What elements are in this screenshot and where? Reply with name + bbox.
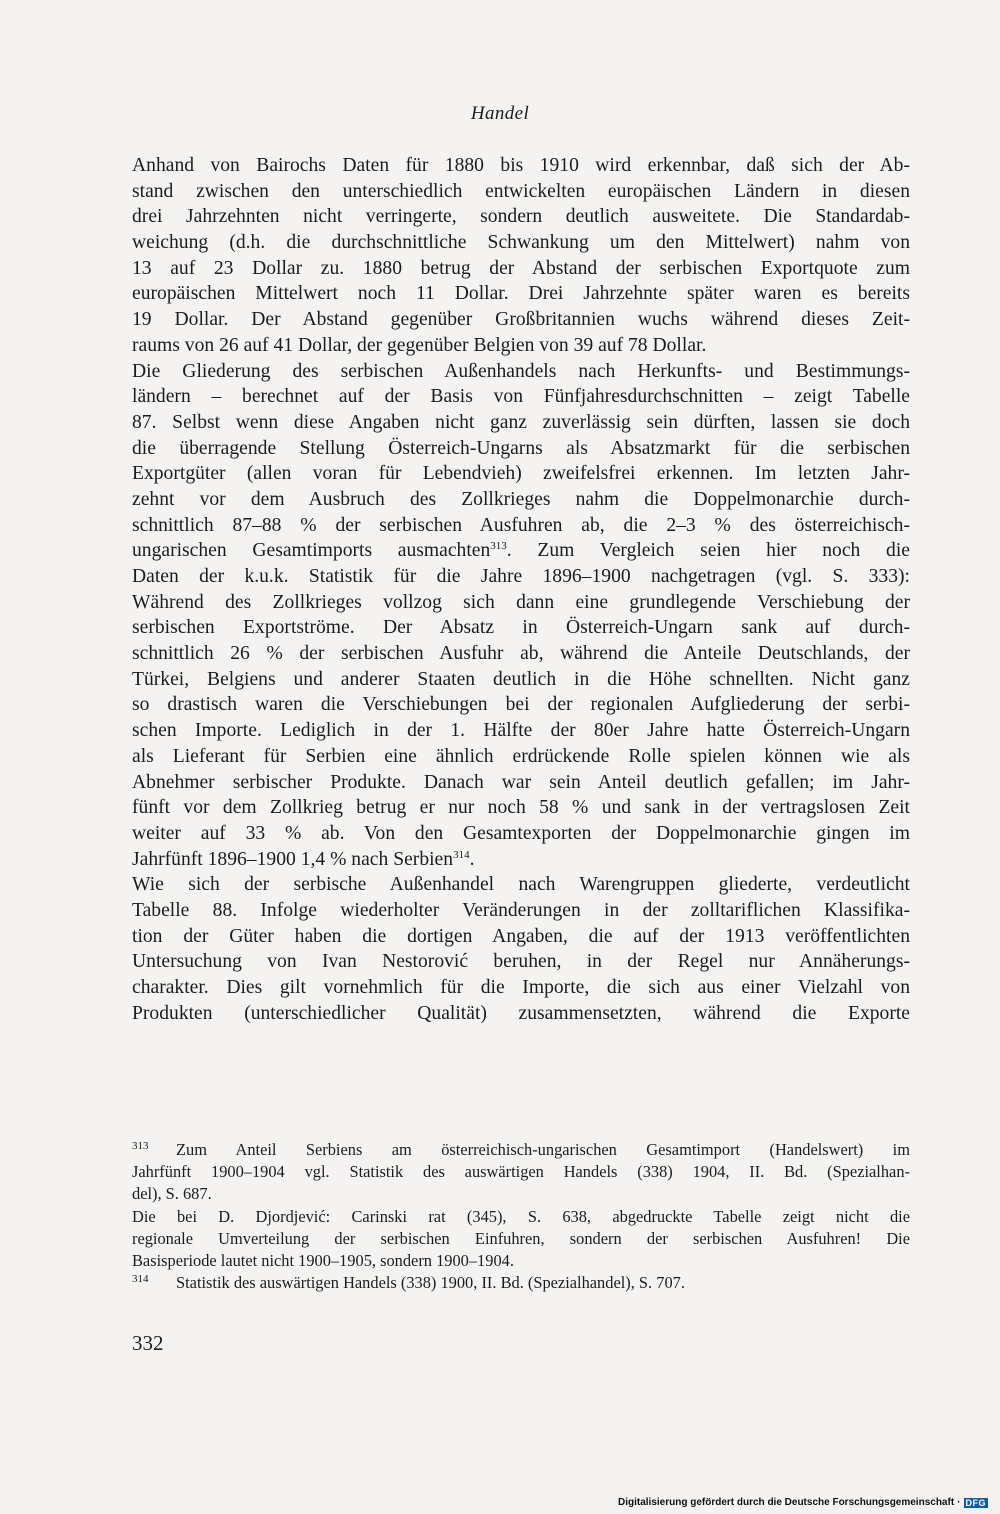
body-line: Wie sich der serbische Außenhandel nach Warengruppen gliederte, verdeutlicht (132, 874, 910, 896)
body-text (132, 153, 910, 1026)
body-line-text: . Zum Vergleich seien hier noch die (506, 540, 910, 562)
body-line: stand zwischen den unterschiedlich entwickelten europäischen Ländern in diesen (132, 180, 910, 202)
body-line: Abnehmer serbischer Produkte. Danach war sein Anteil deutlich gefallen; im Jahr- (132, 771, 910, 793)
body-line: 87. Selbst wenn diese Angaben nicht ganz zuverlässig sein dürften, lassen sie doch (132, 411, 910, 433)
footnote-314: 314 Statistik des auswärtigen Handels (338) 1900, II. Bd. (Spezialhandel), S. 707. (132, 1273, 685, 1293)
body-line: Türkei, Belgiens und anderer Staaten deutlich in die Höhe schnellten. Nicht ganz (132, 668, 910, 690)
body-line: schen Importe. Lediglich in der 1. Hälfte der 80er Jahre hatte Österreich-Ungarn (132, 720, 910, 742)
digitization-credit: Digitalisierung gefördert durch die Deutsche Forschungsgemeinschaft · DFG (617, 1497, 986, 1508)
body-line: serbischen Exportströme. Der Absatz in Österreich-Ungarn sank auf durch- (132, 617, 910, 639)
body-line: schnittlich 26 % der serbischen Ausfuhr ab, während die Anteile Deutschlands, der (132, 643, 910, 665)
body-line: weichung (d.h. die durchschnittliche Schwankung um den Mittelwert) nahm von (132, 232, 910, 254)
running-title: Handel (470, 103, 530, 124)
body-line: Während des Zollkrieges vollzog sich dann eine grundlegende Verschiebung der (132, 591, 910, 613)
body-line: charakter. Dies gilt vornehmlich für die Importe, die sich aus einer Vielzahl von (132, 977, 910, 998)
body-line: Daten der k.u.k. Statistik für die Jahre 1896–1900 nachgetragen (vgl. S. 333): (132, 566, 910, 587)
body-line-text: Jahrfünft 1896–1900 1,4 % nach Serbien (132, 848, 454, 870)
body-line: Untersuchung von Ivan Nestorović beruhen, in der Regel nur Annäherungs- (132, 951, 910, 973)
footnote-line: del), S. 687. (132, 1184, 212, 1204)
body-line-with-footnote: Jahrfünft 1896–1900 1,4 % nach Serbien$^{314}$. (132, 848, 475, 870)
body-line: europäischen Mittelwert noch 11 Dollar. Drei Jahrzehnte später waren es bereits (132, 283, 910, 305)
body-line: die überragende Stellung Österreich-Ungarns als Absatzmarkt für die serbischen (132, 437, 910, 459)
body-line: als Lieferant für Serbien eine ähnlich erdrückende Rolle spielen können wie als (132, 745, 910, 767)
footnote-text: Zum Anteil Serbiens am österreichisch-ungarischen Gesamtimport (Handelswert) im (176, 1140, 910, 1159)
body-line: drei Jahrzehnten nicht verringerte, sondern deutlich ausweitete. Die Standardab- (132, 206, 910, 228)
body-line: zehnt vor dem Ausbruch des Zollkrieges nahm die Doppelmonarchie durch- (132, 488, 910, 510)
footnote-line: Jahrfünft 1900–1904 vgl. Statistik des auswärtigen Handels (338) 1904, II. Bd. (Spezialhan- (132, 1162, 910, 1182)
dfg-logo: DFG (965, 1497, 986, 1508)
footnote-line: Die bei D. Djordjević: Carinski rat (345), S. 638, abgedruckte Tabelle zeigt nicht die (132, 1206, 910, 1226)
body-line: Tabelle 88. Infolge wiederholter Veränderungen in der zolltariflichen Klassifika- (132, 899, 910, 921)
page-number: 332 (132, 1331, 164, 1355)
body-line: Die Gliederung des serbischen Außenhandels nach Herkunfts- und Bestimmungs- (132, 360, 910, 382)
footnote-line: regionale Umverteilung der serbischen Einfuhren, sondern der serbischen Ausfuhren! Die (132, 1228, 910, 1248)
body-line: schnittlich 87–88 % der serbischen Ausfuhren ab, die 2–3 % des österreichisch- (132, 514, 910, 536)
footnote-ref-314[interactable]: 314 (453, 848, 470, 861)
body-line: Produkten (unterschiedlicher Qualität) zusammensetzten, während die Exporte (132, 1002, 910, 1024)
body-line: 19 Dollar. Der Abstand gegenüber Großbritannien wuchs während dieses Zeit- (132, 309, 910, 331)
body-line: raums von 26 auf 41 Dollar, der gegenüber Belgien von 39 auf 78 Dollar. (132, 334, 707, 356)
footnotes (132, 1139, 910, 1294)
body-line: Exportgüter (allen voran für Lebendvieh) zweifelsfrei erkennen. Im letzten Jahr- (132, 463, 910, 485)
footnote-line: Basisperiode lautet nicht 1900–1905, sondern 1900–1904. (132, 1250, 514, 1270)
credit-text: Digitalisierung gefördert durch die Deutsche Forschungsgemeinschaft (617, 1497, 955, 1508)
body-line: so drastisch waren die Verschiebungen bei der regionalen Aufgliederung der serbi- (132, 694, 910, 716)
body-line: 13 auf 23 Dollar zu. 1880 betrug der Abstand der serbischen Exportquote zum (132, 257, 910, 279)
footnote-ref-313[interactable]: 313 (490, 540, 507, 553)
body-line-text: ungarischen Gesamtimports ausmachten (132, 540, 491, 562)
body-line: fünft vor dem Zollkrieg betrug er nur noch 58 % und sank in der vertragslosen Zeit (132, 797, 910, 819)
footnote-text: Statistik des auswärtigen Handels (338) 1900, II. Bd. (Spezialhandel), S. 707. (176, 1273, 685, 1293)
body-line: tion der Güter haben die dortigen Angaben, die auf der 1913 veröffentlichten (132, 925, 910, 947)
body-line: weiter auf 33 % ab. Von den Gesamtexporten der Doppelmonarchie gingen im (132, 822, 910, 844)
body-line: ländern – berechnet auf der Basis von Fünfjahresdurchschnitten – zeigt Tabelle (132, 386, 910, 408)
body-line-with-footnote (132, 538, 910, 564)
body-line: Anhand von Bairochs Daten für 1880 bis 1910 wird erkennbar, daß sich der Ab- (132, 155, 910, 176)
footnote-313: 313 Zum Anteil Serbiens am österreichisch-ungarischen Gesamtimport (Handelswert) im (132, 1140, 910, 1159)
